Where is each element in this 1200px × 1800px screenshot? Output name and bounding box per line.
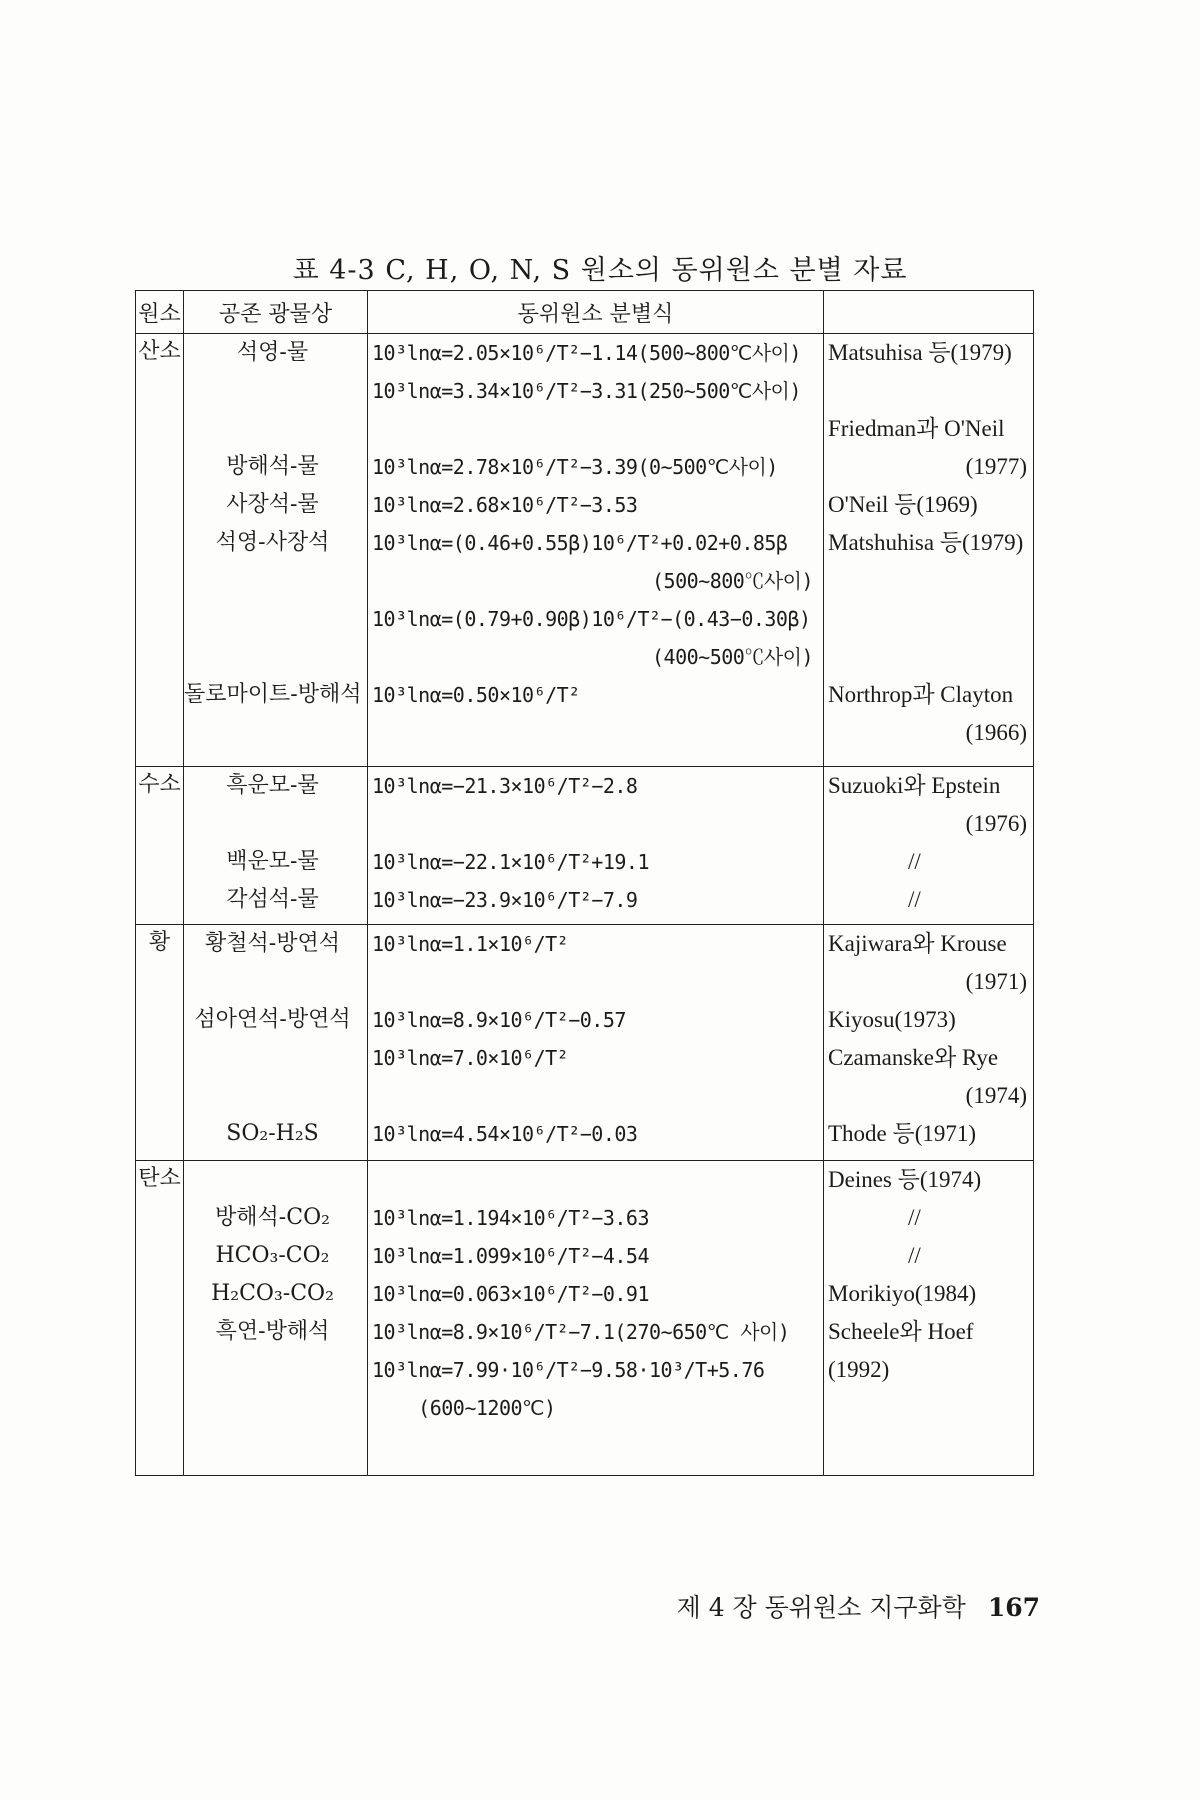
- fractionation-equation: [368, 1077, 823, 1115]
- reference-text: [824, 1427, 1033, 1465]
- mineral-pair: [184, 600, 367, 638]
- minerals-cell: [184, 766, 368, 924]
- reference-cell: [824, 924, 1034, 1160]
- mineral-pair: [184, 410, 367, 448]
- reference-text: (1992): [828, 1357, 890, 1383]
- mineral-pair: 흑운모-물: [226, 772, 319, 798]
- fractionation-equation: 10³lnα=2.68×10⁶/T²−3.53: [372, 493, 638, 517]
- page-number: 167: [987, 1593, 1040, 1622]
- reference-cell: [824, 334, 1034, 767]
- reference-cell: [824, 1161, 1034, 1476]
- table-caption: 표 4-3 C, H, O, N, S 원소의 동위원소 분별 자료: [292, 255, 908, 286]
- fractionation-equation: 10³lnα=−21.3×10⁶/T²−2.8: [372, 773, 638, 798]
- reference-text: (1971): [965, 968, 1027, 994]
- mineral-pair: 돌로마이트-방해석: [184, 682, 362, 707]
- mineral-pair: 황철석-방연석: [205, 930, 340, 956]
- fractionation-equation: 10³lnα=(0.79+0.90β)10⁶/T²−(0.43−0.30β): [372, 607, 811, 631]
- mineral-pair: HCO₃-CO₂: [215, 1243, 330, 1269]
- header-row: [136, 291, 1034, 334]
- mineral-pair: 석영-사장석: [215, 530, 330, 555]
- reference-text: Czamanske와 Rye: [828, 1044, 999, 1070]
- element-cell: 수소: [136, 766, 184, 924]
- reference-text: Thode 등(1971): [828, 1120, 977, 1146]
- fractionation-equation: 10³lnα=0.50×10⁶/T²: [372, 683, 580, 707]
- fractionation-equation: [368, 410, 823, 448]
- mineral-pair: [184, 805, 367, 843]
- fractionation-equation: 10³lnα=0.063×10⁶/T²−0.91: [372, 1282, 649, 1307]
- reference-text: Friedman과 O'Neil: [828, 416, 1005, 441]
- reference-text: Matsuhisa 등(1979): [828, 340, 1012, 365]
- equation-cell: [368, 1161, 824, 1476]
- mineral-pair: 각섬석-물: [226, 886, 319, 912]
- reference-text: //: [908, 1243, 921, 1269]
- fractionation-equation: [368, 963, 823, 1001]
- reference-text: //: [908, 1205, 921, 1231]
- fractionation-equation: 10³lnα=8.9×10⁶/T²−7.1(270∼650℃ 사이): [372, 1320, 790, 1345]
- reference-text: (1977): [965, 454, 1027, 479]
- page-footer: [0, 1588, 1040, 1624]
- reference-text: (1966): [965, 720, 1027, 745]
- mineral-pair: [184, 1389, 367, 1427]
- reference-cell: [824, 766, 1034, 924]
- reference-text: //: [908, 848, 921, 874]
- table-row: [136, 924, 1034, 1160]
- reference-text: Matshuhisa 등(1979): [828, 530, 1024, 555]
- fractionation-equation: 10³lnα=4.54×10⁶/T²−0.03: [372, 1121, 638, 1146]
- reference-text: Deines 등(1974): [828, 1167, 982, 1193]
- fractionation-equation: 10³lnα=(0.46+0.55β)10⁶/T²+0.02+0.85β: [372, 531, 788, 555]
- element-cell: 산소: [136, 334, 184, 767]
- reference-text: Morikiyo(1984): [828, 1281, 977, 1307]
- reference-text: [824, 562, 1033, 600]
- reference-text: Kajiwara와 Krouse: [828, 930, 1007, 956]
- mineral-pair: [184, 638, 367, 676]
- mineral-pair: [184, 1077, 367, 1115]
- reference-text: [824, 600, 1033, 638]
- fractionation-equation: 10³lnα=1.1×10⁶/T²: [372, 931, 569, 956]
- fractionation-equation: 10³lnα=−23.9×10⁶/T²−7.9: [372, 887, 638, 912]
- fractionation-equation: 10³lnα=−22.1×10⁶/T²+19.1: [372, 849, 649, 874]
- mineral-pair: 방해석-물: [226, 454, 319, 479]
- mineral-pair: [184, 1351, 367, 1389]
- header-equation: 동위원소 분별식: [368, 291, 824, 334]
- reference-text: Kiyosu(1973): [828, 1006, 956, 1032]
- mineral-pair: [184, 562, 367, 600]
- table-row: [136, 1161, 1034, 1476]
- header-element: 원소: [136, 291, 184, 334]
- equation-cell: [368, 766, 824, 924]
- reference-text: O'Neil 등(1969): [828, 492, 978, 517]
- isotope-fractionation-table: [135, 290, 1034, 1476]
- table-row: [136, 334, 1034, 767]
- reference-text: [824, 372, 1033, 410]
- mineral-pair: 사장석-물: [226, 492, 319, 517]
- mineral-pair: 석영-물: [236, 340, 309, 365]
- table-body: [136, 334, 1034, 1476]
- table-row: [136, 766, 1034, 924]
- header-reference: [824, 291, 1034, 334]
- minerals-cell: [184, 334, 368, 767]
- header-minerals: 공존 광물상: [184, 291, 368, 334]
- fractionation-equation: [368, 714, 823, 752]
- reference-text: Suzuoki와 Epstein: [828, 772, 1001, 798]
- reference-text: Scheele와 Hoef: [828, 1319, 974, 1345]
- fractionation-equation: [368, 1427, 823, 1465]
- mineral-pair: [184, 1039, 367, 1077]
- chapter-title: 제 4 장 동위원소 지구화학: [676, 1593, 966, 1622]
- reference-text: [824, 1389, 1033, 1427]
- minerals-cell: [184, 924, 368, 1160]
- mineral-pair: 흑연-방해석: [215, 1319, 330, 1345]
- mineral-pair: [184, 963, 367, 1001]
- minerals-cell: [184, 1161, 368, 1476]
- fractionation-equation: [368, 1161, 823, 1199]
- fractionation-equation: 10³lnα=7.0×10⁶/T²: [372, 1045, 569, 1070]
- reference-text: [824, 638, 1033, 676]
- mineral-pair: 백운모-물: [226, 848, 319, 874]
- fractionation-equation: 10³lnα=3.34×10⁶/T²−3.31(250∼500℃사이): [372, 379, 801, 403]
- mineral-pair: [184, 372, 367, 410]
- fractionation-equation: 10³lnα=8.9×10⁶/T²−0.57: [372, 1007, 626, 1032]
- fractionation-equation: 10³lnα=1.099×10⁶/T²−4.54: [372, 1244, 649, 1269]
- element-cell: 탄소: [136, 1161, 184, 1476]
- mineral-pair: [184, 1427, 367, 1465]
- fractionation-equation: [368, 805, 823, 843]
- mineral-pair: SO₂-H₂S: [226, 1120, 319, 1146]
- reference-text: //: [908, 886, 921, 912]
- mineral-pair: [184, 1161, 367, 1199]
- fractionation-equation: (500∼800℃사이): [651, 569, 813, 593]
- equation-cell: [368, 334, 824, 767]
- reference-text: (1976): [965, 810, 1027, 836]
- fractionation-equation: 10³lnα=2.05×10⁶/T²−1.14(500∼800℃사이): [372, 341, 801, 365]
- reference-text: (1974): [965, 1082, 1027, 1108]
- mineral-pair: 섬아연석-방연석: [194, 1006, 351, 1032]
- element-cell: 황: [136, 924, 184, 1160]
- mineral-pair: H₂CO₃-CO₂: [211, 1281, 334, 1307]
- equation-cell: [368, 924, 824, 1160]
- fractionation-equation: 10³lnα=7.99·10⁶/T²−9.58·10³/T+5.76: [372, 1358, 765, 1383]
- fractionation-equation: 10³lnα=2.78×10⁶/T²−3.39(0∼500℃사이): [372, 455, 778, 479]
- fractionation-equation: 10³lnα=1.194×10⁶/T²−3.63: [372, 1206, 649, 1231]
- fractionation-equation: (400∼500℃사이): [651, 645, 813, 669]
- mineral-pair: [184, 714, 367, 752]
- mineral-pair: 방해석-CO₂: [215, 1205, 330, 1231]
- fractionation-equation: (600∼1200℃): [372, 1396, 556, 1421]
- reference-text: Northrop과 Clayton: [828, 682, 1014, 707]
